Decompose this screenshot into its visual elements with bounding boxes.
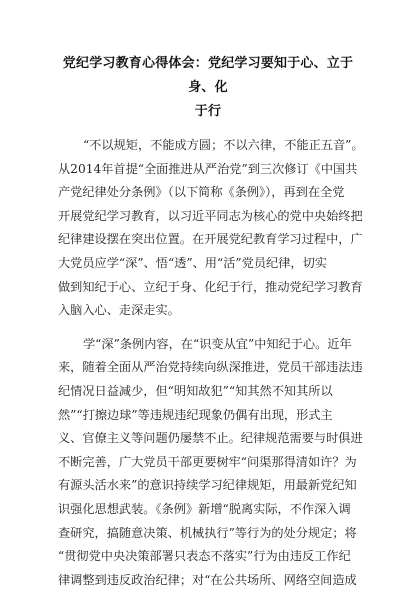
paragraph-2 — [58, 333, 363, 592]
text-line: 查研究，搞随意决策、机械执行”等行为的处分规定；将 — [58, 525, 357, 540]
text-line: 来，随着全面从严治党持续向纵深推进，党员干部违法违 — [58, 360, 363, 375]
document-body — [58, 134, 364, 592]
text-line: 入脑入心、走深走实。 — [58, 303, 180, 318]
text-line: “贯彻党中央决策部署只表态不落实”行为由违反工作纪 — [58, 549, 351, 564]
text-line: 做到知纪于心、立纪于身、化纪于行，推动党纪学习教育 — [58, 279, 363, 294]
text-line: 不断完善，广大党员干部更要树牢“问渠那得清如许？为 — [58, 454, 357, 469]
title-line: 于行 — [194, 104, 222, 119]
text-line: 大党员应学“深”、悟“透”、用“活”党员纪律，切实 — [58, 255, 327, 270]
paragraph-1 — [58, 134, 364, 323]
text-line: “不以规矩，不能成方圆；不以六律，不能正五音”。 — [83, 138, 364, 152]
document-title — [58, 52, 358, 124]
text-line: 纪情况日益减少，但“明知故犯”“知其然不知其所以 — [58, 383, 333, 398]
text-line: 义、官僚主义等问题仍屡禁不止。纪律规范需要与时俱进 — [58, 431, 363, 446]
text-line: 开展党纪学习教育，以习近平同志为核心的党中央始终把 — [58, 208, 363, 223]
text-line: 律调整到违反政治纪律；对“在公共场所、网络空间造成 — [58, 572, 357, 587]
text-line: 纪律建设摆在突出位置。在开展党纪教育学习过程中，广 — [58, 232, 363, 247]
title-line: 党纪学习教育心得体会：党纪学习要知于心、立于身、化 — [62, 56, 354, 95]
text-line: 识强化思想武装。《条例》新增“脱离实际，不作深入调 — [58, 501, 351, 516]
text-line: 从2014年首提“全面推进从严治党”到三次修订《中国共 — [58, 161, 358, 176]
text-line: 然”“打擦边球”等违规违纪现象仍偶有出现，形式主 — [58, 407, 333, 422]
text-line: 产党纪律处分条例》（以下简称《条例》），再到在全党 — [58, 185, 345, 200]
text-line: 学“深”条例内容，在“识变从宜”中知纪于心。近年 — [83, 336, 352, 351]
text-line: 有源头活水来”的意识持续学习纪律规矩，用最新党纪知 — [58, 478, 357, 493]
